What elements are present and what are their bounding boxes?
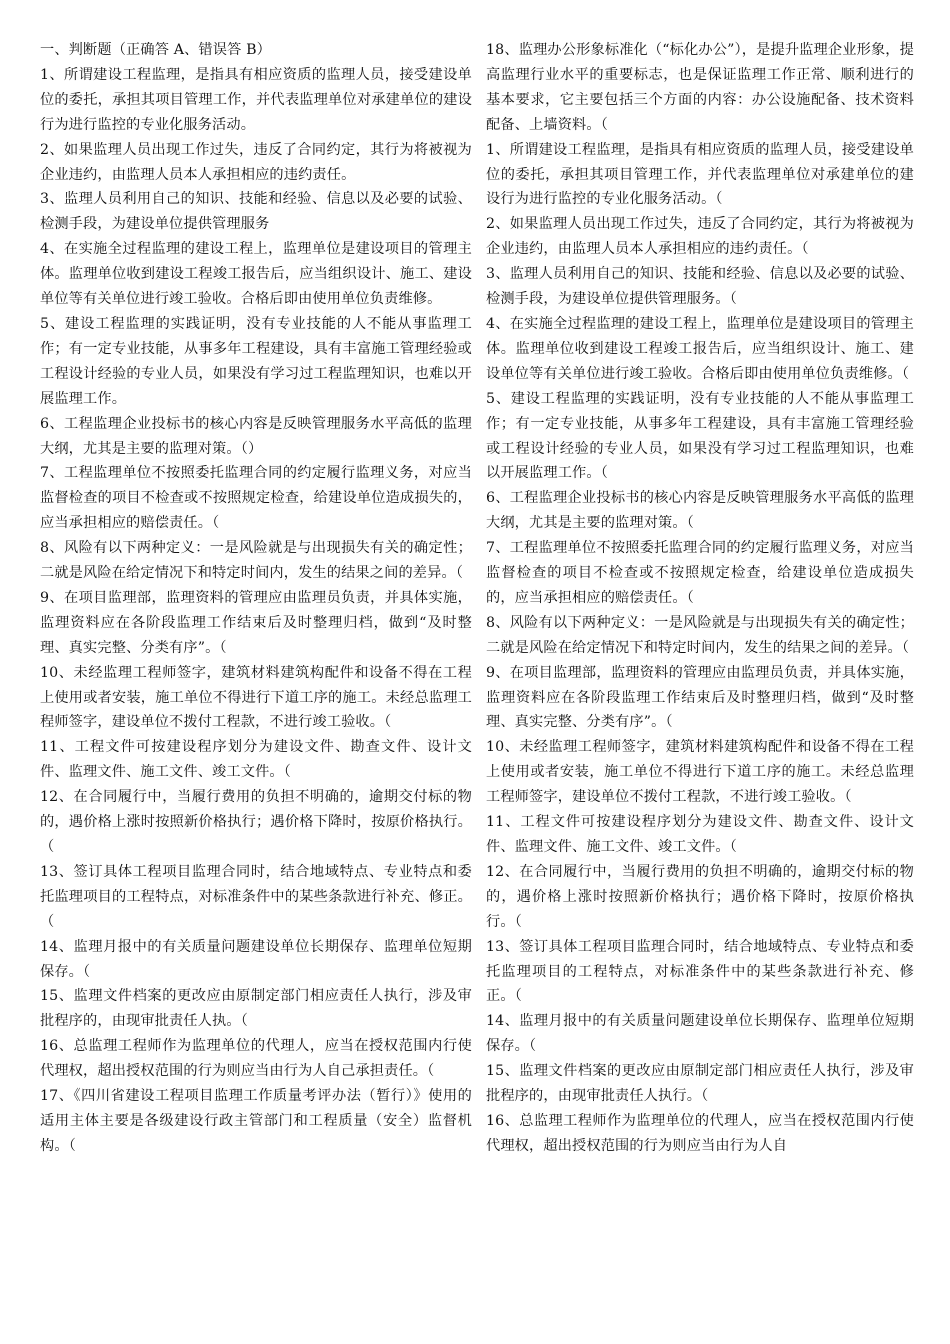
question-item: 18、监理办公形象标准化（“标化办公”），是提升监理企业形象，提高监理行业水平的重要标志，也是保证监理工作正常、顺利进行的基本要求，它主要包括三个方面的内容：办公设施配备、技术资料配备、上墙资料。（ bbox=[486, 42, 914, 133]
question-item: 7、工程监理单位不按照委托监理合同的约定履行监理义务，对应当监督检查的项目不检查或不按照规定检查，给建设单位造成损失的，应当承担相应的赔偿责任。（ bbox=[40, 465, 472, 532]
question-item: 13、签订具体工程项目监理合同时，结合地域特点、专业特点和委托监理项目的工程特点，对标准条件中的某些条款进行补充、修正。（ bbox=[486, 938, 914, 1005]
question-item: 16、总监理工程师作为监理单位的代理人，应当在授权范围内行使代理权，超出授权范围的行为则应当由行为人自己承担责任。（ bbox=[40, 1038, 472, 1080]
question-item: 12、在合同履行中，当履行费用的负担不明确的，逾期交付标的物的，遇价格上涨时按照新价格执行；遇价格下降时，按原价格执行。（ bbox=[40, 789, 472, 855]
question-item: 10、未经监理工程师签字，建筑材料建筑构配件和设备不得在工程上使用或者安装，施工单位不得进行下道工序的施工。未经总监理工程师签字，建设单位不拨付工程款，不进行竣工验收。（ bbox=[486, 739, 914, 806]
question-item: 11、工程文件可按建设程序划分为建设文件、勘查文件、设计文件、监理文件、施工文件、竣工文件。（ bbox=[40, 739, 472, 781]
question-item: 17、《四川省建设工程项目监理工作质量考评办法（暂行）》使用的适用主体主要是各级建设行政主管部门和工程质量（安全）监督机构。（ bbox=[40, 1088, 472, 1154]
question-item: 3、监理人员利用自己的知识、技能和经验、信息以及必要的试验、检测手段，为建设单位提供管理服务。（ bbox=[486, 266, 914, 308]
left-column bbox=[40, 38, 472, 1159]
question-item: 13、签订具体工程项目监理合同时，结合地域特点、专业特点和委托监理项目的工程特点，对标准条件中的某些条款进行补充、修正。（ bbox=[40, 863, 472, 930]
question-item: 8、风险有以下两种定义：一是风险就是与出现损失有关的确定性；二就是风险在给定情况下和特定时间内，发生的结果之间的差异。（ bbox=[40, 540, 472, 582]
question-item: 1、所谓建设工程监理，是指具有相应资质的监理人员，接受建设单位的委托，承担其项目管理工作，并代表监理单位对承建单位的建设行为进行监控的专业化服务活动。 bbox=[40, 66, 472, 133]
question-item: 9、在项目监理部，监理资料的管理应由监理员负责，并具体实施，监理资料应在各阶段监理工作结束后及时整理归档，做到“及时整理、真实完整、分类有序”。（ bbox=[486, 664, 914, 731]
question-item: 3、监理人员利用自己的知识、技能和经验、信息以及必要的试验、检测手段，为建设单位提供管理服务 bbox=[40, 191, 472, 233]
question-item: 14、监理月报中的有关质量问题建设单位长期保存、监理单位短期保存。（ bbox=[486, 1013, 914, 1055]
question-item: 9、在项目监理部，监理资料的管理应由监理员负责，并具体实施，监理资料应在各阶段监理工作结束后及时整理归档，做到“及时整理、真实完整、分类有序”。（ bbox=[40, 589, 472, 656]
question-item: 2、如果监理人员出现工作过失，违反了合同约定，其行为将被视为企业违约，由监理人员本人承担相应的违约责任。（ bbox=[486, 216, 914, 258]
question-item: 2、如果监理人员出现工作过失，违反了合同约定，其行为将被视为企业违约，由监理人员本人承担相应的违约责任。 bbox=[40, 141, 472, 183]
question-item: 11、工程文件可按建设程序划分为建设文件、勘查文件、设计文件、监理文件、施工文件、竣工文件。（ bbox=[486, 814, 914, 855]
question-item: 6、工程监理企业投标书的核心内容是反映管理服务水平高低的监理大纲，尤其是主要的监理对策。（） bbox=[40, 415, 472, 457]
question-item: 14、监理月报中的有关质量问题建设单位长期保存、监理单位短期保存。（ bbox=[40, 938, 472, 980]
question-item: 4、在实施全过程监理的建设工程上，监理单位是建设项目的管理主体。监理单位收到建设工程竣工报告后，应当组织设计、施工、建设单位等有关单位进行竣工验收。合格后即由使用单位负责维修。 bbox=[40, 241, 472, 308]
question-item: 4、在实施全过程监理的建设工程上，监理单位是建设项目的管理主体。监理单位收到建设工程竣工报告后，应当组织设计、施工、建设单位等有关单位进行竣工验收。合格后即由使用单位负责维修。（ bbox=[486, 315, 914, 382]
question-item: 12、在合同履行中，当履行费用的负担不明确的，逾期交付标的物的，遇价格上涨时按照新价格执行；遇价格下降时，按原价格执行。（ bbox=[486, 863, 914, 930]
question-item: 1、所谓建设工程监理，是指具有相应资质的监理人员，接受建设单位的委托，承担其项目管理工作，并代表监理单位对承建单位的建设行为进行监控的专业化服务活动。（ bbox=[486, 141, 914, 208]
question-item: 5、建设工程监理的实践证明，没有专业技能的人不能从事监理工作；有一定专业技能，从事多年工程建设，具有丰富施工管理经验或工程设计经验的专业人员，如果没有学习过工程监理知识，也难以开展监理工作。（ bbox=[486, 390, 914, 482]
question-item: 6、工程监理企业投标书的核心内容是反映管理服务水平高低的监理大纲，尤其是主要的监理对策。（ bbox=[486, 490, 914, 532]
right-column bbox=[486, 38, 914, 1159]
question-item: 15、监理文件档案的更改应由原制定部门相应责任人执行，涉及审批程序的，由现审批责任人执行。（ bbox=[486, 1063, 914, 1105]
question-item: 8、风险有以下两种定义：一是风险就是与出现损失有关的确定性；二就是风险在给定情况下和特定时间内，发生的结果之间的差异。（ bbox=[486, 614, 914, 656]
question-item: 16、总监理工程师作为监理单位的代理人，应当在授权范围内行使代理权，超出授权范围的行为则应当由行为人自 bbox=[486, 1112, 914, 1154]
question-item: 7、工程监理单位不按照委托监理合同的约定履行监理义务，对应当监督检查的项目不检查或不按照规定检查，给建设单位造成损失的，应当承担相应的赔偿责任。（ bbox=[486, 540, 914, 606]
question-item: 5、建设工程监理的实践证明，没有专业技能的人不能从事监理工作；有一定专业技能，从事多年工程建设，具有丰富施工管理经验或工程设计经验的专业人员，如果没有学习过工程监理知识，也难以开展监理工作。 bbox=[40, 315, 472, 407]
question-item: 15、监理文件档案的更改应由原制定部门相应责任人执行，涉及审批程序的，由现审批责任人执。（ bbox=[40, 988, 472, 1030]
question-item: 10、未经监理工程师签字，建筑材料建筑构配件和设备不得在工程上使用或者安装，施工单位不得进行下道工序的施工。未经总监理工程师签字，建设单位不拨付工程款，不进行竣工验收。（ bbox=[40, 664, 472, 731]
question-item: 一、判断题（正确答 A、错误答 B） bbox=[40, 42, 272, 58]
